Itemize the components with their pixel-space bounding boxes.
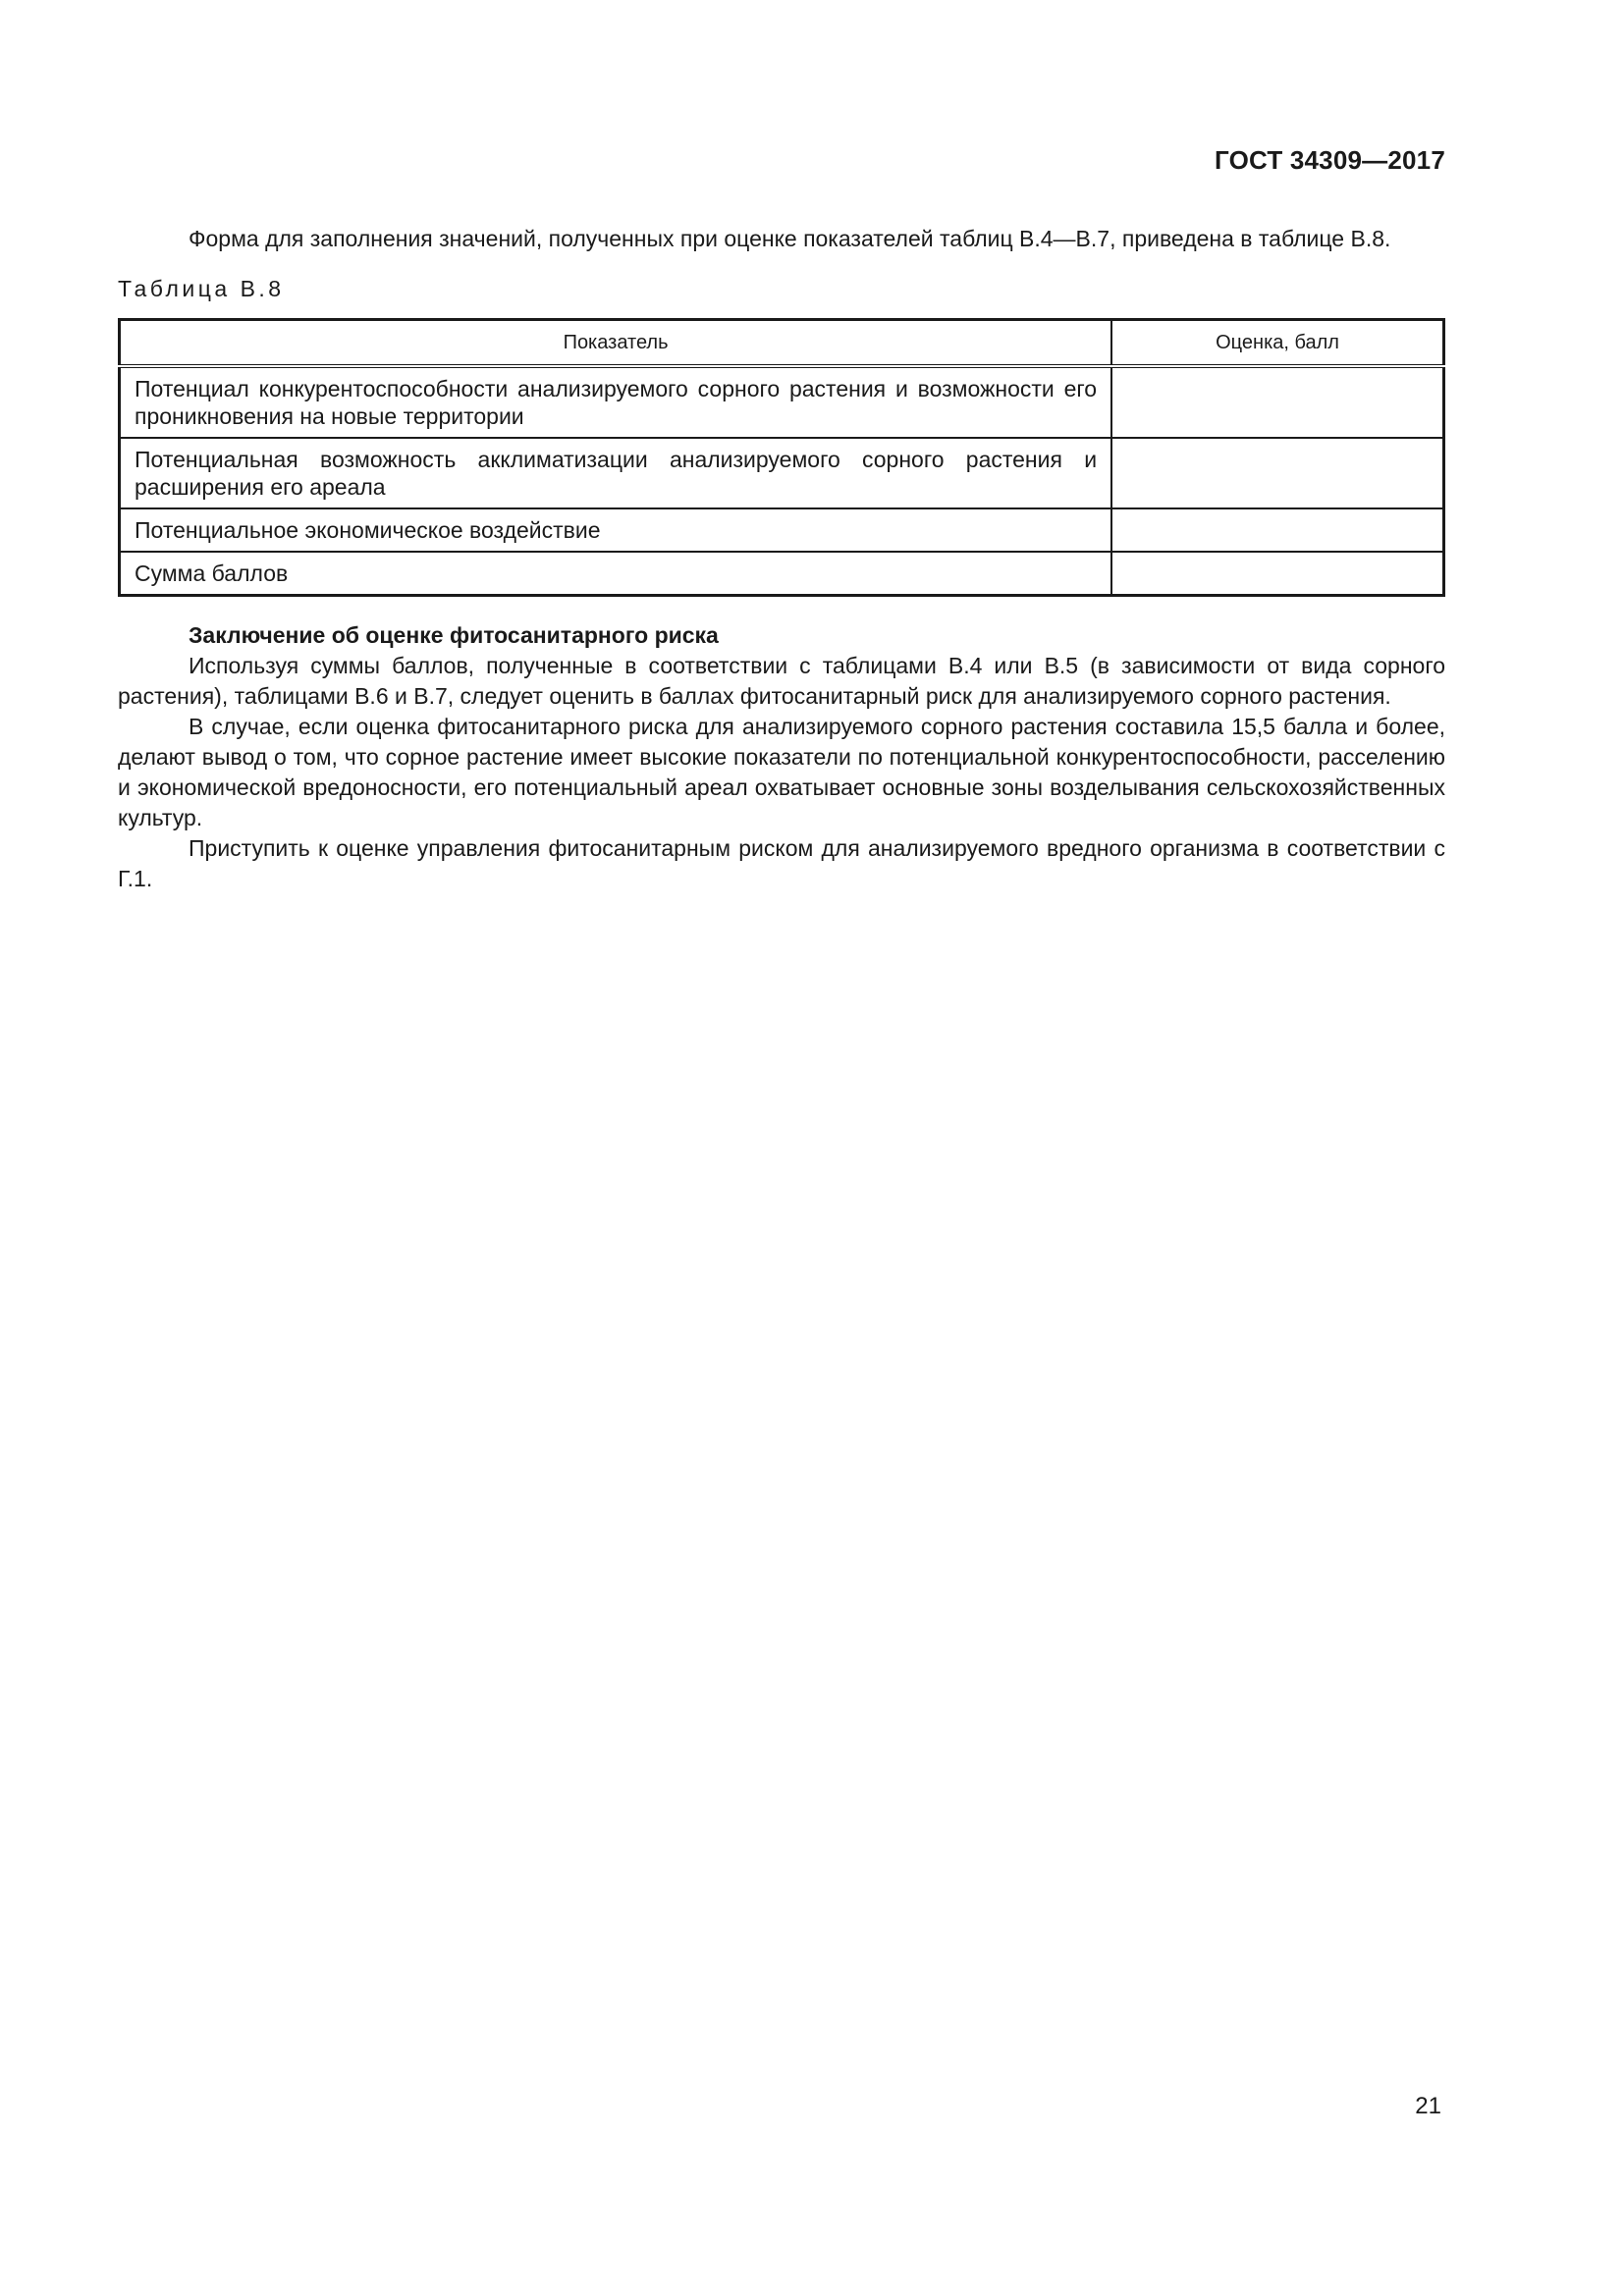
- table-row: [120, 366, 1444, 438]
- indicator-cell: Потенциальное экономическое воздействие: [120, 508, 1112, 552]
- conclusion-title: Заключение об оценке фитосанитарного риска: [189, 622, 719, 648]
- table-row: [120, 438, 1444, 508]
- column-header-score: Оценка, балл: [1111, 320, 1443, 367]
- page-content: [118, 224, 1445, 894]
- table-caption: Таблица В.8: [118, 276, 285, 301]
- indicator-cell: Потенциал конкурентоспособности анализируемого сорного растения и возможности его проникновения на новые территории: [120, 366, 1112, 438]
- table-row: [120, 508, 1444, 552]
- document-code: ГОСТ 34309—2017: [1215, 145, 1445, 175]
- score-cell: [1111, 366, 1443, 438]
- table-header-row: [120, 320, 1444, 367]
- assessment-table: [118, 318, 1445, 597]
- indicator-cell: Потенциальная возможность акклиматизации анализируемого сорного растения и расширения его ареала: [120, 438, 1112, 508]
- conclusion-paragraph: Используя суммы баллов, полученные в соответствии с таблицами В.4 или В.5 (в зависимости от вида сорного растения), таблицами В.6 и В.7, следует оценить в баллах фитосанитарный риск для анализируемого сорного растения.: [118, 653, 1445, 709]
- page-number: 21: [1415, 2093, 1441, 2119]
- indicator-cell: Сумма баллов: [120, 552, 1112, 596]
- conclusion-paragraph: В случае, если оценка фитосанитарного риска для анализируемого сорного растения составила 15,5 балла и более, делают вывод о том, что сорное растение имеет высокие показатели по потенциальной конкурентоспособности, расселению и экономической вредоносности, его потенциальный ареал охватывает основные зоны возделывания сельскохозяйственных культур.: [118, 714, 1445, 830]
- table-row: [120, 552, 1444, 596]
- column-header-indicator: Показатель: [120, 320, 1112, 367]
- intro-paragraph: Форма для заполнения значений, полученных при оценке показателей таблиц В.4—В.7, приведена в таблице В.8.: [189, 226, 1391, 251]
- score-cell: [1111, 508, 1443, 552]
- score-cell: [1111, 438, 1443, 508]
- score-cell: [1111, 552, 1443, 596]
- conclusion-paragraph: Приступить к оценке управления фитосанитарным риском для анализируемого вредного организма в соответствии с Г.1.: [118, 835, 1445, 891]
